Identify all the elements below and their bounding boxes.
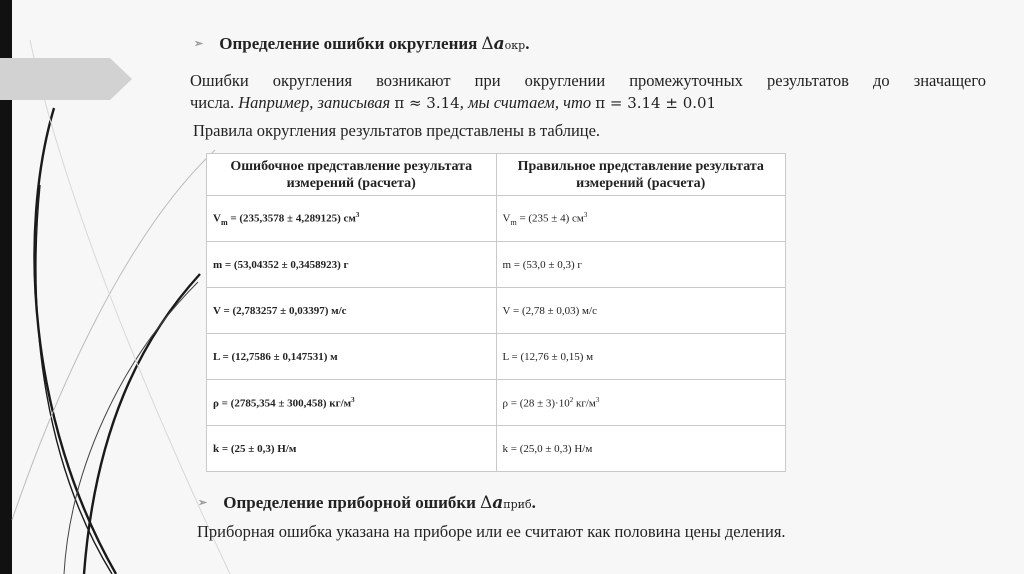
table-row <box>207 380 786 426</box>
heading-trailing: . <box>531 493 536 512</box>
paragraph-word: значащего <box>913 71 986 90</box>
rounding-paragraph <box>190 70 986 114</box>
wrong-pre: m = (53,04352 ± 0,3458923) г <box>213 258 349 271</box>
delta-symbol: Δ <box>479 493 493 513</box>
right-pre: L = (12,76 ± 0,15) м <box>502 350 594 363</box>
table-body <box>207 196 786 472</box>
table-header-row <box>207 154 786 196</box>
cell-correct <box>496 288 786 334</box>
wrong-sup: 3 <box>355 210 360 219</box>
arrow-tab-shape <box>0 58 134 100</box>
example-text: Например, записывая <box>238 93 395 112</box>
paragraph-word: возникают <box>376 71 451 90</box>
variable-symbol: a <box>493 34 505 54</box>
rounding-rules-table <box>206 153 786 472</box>
paragraph-word: округления <box>272 71 353 90</box>
rules-text: Правила округления результатов представлены в таблице. <box>193 121 601 140</box>
cell-correct <box>496 426 786 472</box>
paragraph-word: результатов <box>766 71 849 90</box>
cell-wrong <box>207 334 497 380</box>
delta-symbol: Δ <box>481 34 494 54</box>
right-sup: 2 <box>569 395 574 404</box>
cell-wrong <box>207 380 497 426</box>
right-pre: V <box>502 212 511 225</box>
arrowhead-bullet-icon: ➢ <box>194 38 204 50</box>
table-row <box>207 288 786 334</box>
paragraph-line-1 <box>190 70 986 92</box>
right-post: кг/м <box>573 397 596 410</box>
heading-subscript: окр <box>504 39 526 52</box>
cell-wrong <box>207 196 497 242</box>
cell-wrong <box>207 426 497 472</box>
wrong-pre: V <box>213 212 221 225</box>
paragraph-word: Ошибки <box>190 71 249 90</box>
table-row <box>207 196 786 242</box>
wrong-sub: m <box>220 217 228 227</box>
cell-correct <box>496 380 786 426</box>
heading-text: Определение ошибки округления <box>219 34 478 53</box>
table-row <box>207 334 786 380</box>
math-pi-approx: π ≈ 3.14 <box>394 94 460 112</box>
right-sup: 3 <box>583 210 588 219</box>
right-pre: V = (2,78 ± 0,03) м/с <box>502 304 597 317</box>
variable-symbol: a <box>492 493 504 513</box>
header-correct: Правильное представление результата измерений (расчета) <box>496 154 786 196</box>
wrong-post: = (235,3578 ± 4,289125) см <box>227 212 356 225</box>
paragraph-line-2-start: числа. <box>190 93 239 112</box>
cell-correct <box>496 334 786 380</box>
wrong-pre: ρ = (2785,354 ± 300,458) кг/м <box>213 397 352 410</box>
heading-subscript: приб <box>503 498 532 511</box>
paragraph-word: округлении <box>524 71 606 90</box>
cell-wrong <box>207 242 497 288</box>
cell-correct <box>496 242 786 288</box>
section-heading-instrument <box>198 493 536 513</box>
right-sup2: 3 <box>595 395 600 404</box>
header-wrong: Ошибочное представление результата измерений (расчета) <box>207 154 497 196</box>
table-row <box>207 426 786 472</box>
table-row <box>207 242 786 288</box>
paragraph-line-2 <box>190 92 986 114</box>
wrong-pre: V = (2,783257 ± 0,03397) м/с <box>213 304 347 317</box>
section-heading-rounding <box>194 34 529 54</box>
wrong-pre: k = (25 ± 0,3) Н/м <box>213 442 297 455</box>
instrument-error-text: Приборная ошибка указана на приборе или ее считают как половина цены деления. <box>197 522 786 541</box>
right-pre: m = (53,0 ± 0,3) г <box>502 258 582 271</box>
math-pi-equals: π = 3.14 ± 0.01 <box>595 94 717 112</box>
arrowhead-bullet-icon: ➢ <box>198 497 208 509</box>
right-post: = (235 ± 4) см <box>516 212 584 225</box>
cell-correct <box>496 196 786 242</box>
right-pre: k = (25,0 ± 0,3) Н/м <box>502 442 593 455</box>
right-sub: m <box>510 217 517 227</box>
heading-text: Определение приборной ошибки <box>223 493 476 512</box>
heading-trailing: . <box>525 34 530 53</box>
wrong-sup: 3 <box>351 395 355 404</box>
paragraph-word: до <box>872 71 890 90</box>
right-pre: ρ = (28 ± 3)·10 <box>502 397 570 410</box>
paragraph-word: при <box>474 71 501 90</box>
example-mid: , мы считаем, что <box>459 93 596 112</box>
cell-wrong <box>207 288 497 334</box>
paragraph-word: промежуточных <box>629 71 743 90</box>
wrong-pre: L = (12,7586 ± 0,147531) м <box>213 350 338 363</box>
